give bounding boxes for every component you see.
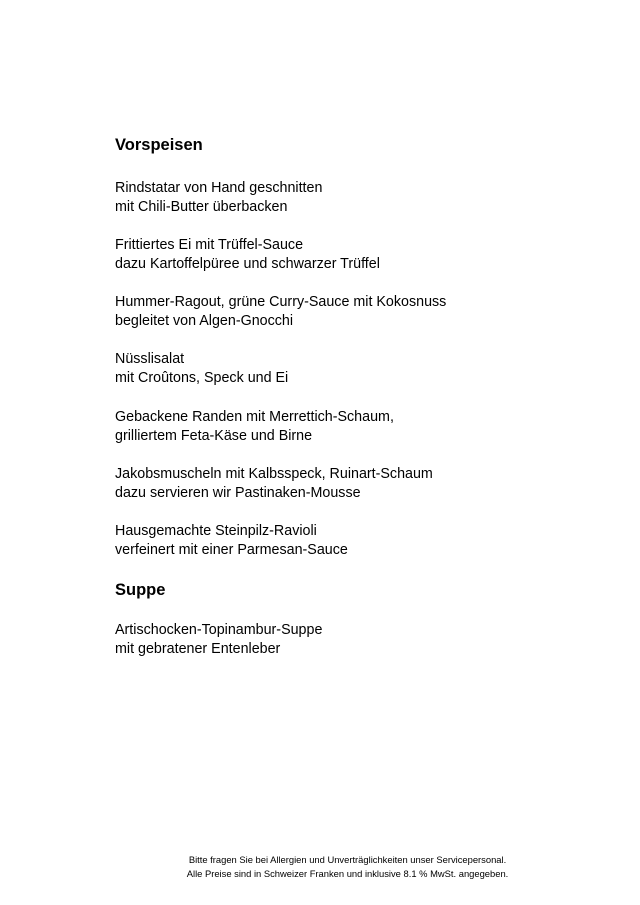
dish-description: dazu Kartoffelpüree und schwarzer Trüffel	[115, 256, 380, 272]
section-title-vorspeisen: Vorspeisen	[115, 136, 203, 154]
dish-description: mit Croûtons, Speck und Ei	[115, 370, 289, 386]
section-title-suppe: Suppe	[115, 581, 166, 599]
price-note: Alle Preise sind in Schweizer Franken und inklusive 8.1 % MwSt. angegeben.	[186, 867, 509, 879]
dish-description: mit Chili-Butter überbacken	[115, 199, 288, 215]
dish-name: Nüsslisalat	[115, 351, 185, 367]
dish-description: grilliertem Feta-Käse und Birne	[115, 428, 313, 444]
dish-name: Hausgemachte Steinpilz-Ravioli	[115, 523, 317, 539]
dish-name: Gebackene Randen mit Merrettich-Schaum,	[115, 409, 394, 425]
menu-item	[115, 522, 348, 560]
dish-description: verfeinert mit einer Parmesan-Sauce	[115, 542, 348, 558]
allergy-note: Bitte fragen Sie bei Allergien und Unverträglichkeiten unser Servicepersonal.	[188, 854, 507, 865]
dish-name: Hummer-Ragout, grüne Curry-Sauce mit Kokosnuss	[115, 294, 447, 310]
menu-item	[115, 293, 446, 331]
dish-name: Artischocken-Topinambur-Suppe	[115, 622, 323, 638]
dish-description: mit gebratener Entenleber	[115, 641, 281, 657]
menu-item	[115, 179, 322, 217]
footer-note	[0, 853, 640, 880]
dish-name: Jakobsmuscheln mit Kalbsspeck, Ruinart-Schaum	[115, 466, 433, 482]
menu-item	[115, 236, 380, 274]
menu-item	[115, 408, 394, 446]
dish-description: dazu servieren wir Pastinaken-Mousse	[115, 485, 361, 501]
dish-description: begleitet von Algen-Gnocchi	[115, 313, 294, 329]
menu-item	[115, 350, 288, 388]
menu-item	[115, 465, 433, 503]
dish-name: Frittiertes Ei mit Trüffel-Sauce	[115, 237, 304, 253]
menu-item	[115, 621, 322, 659]
dish-name: Rindstatar von Hand geschnitten	[115, 180, 323, 196]
